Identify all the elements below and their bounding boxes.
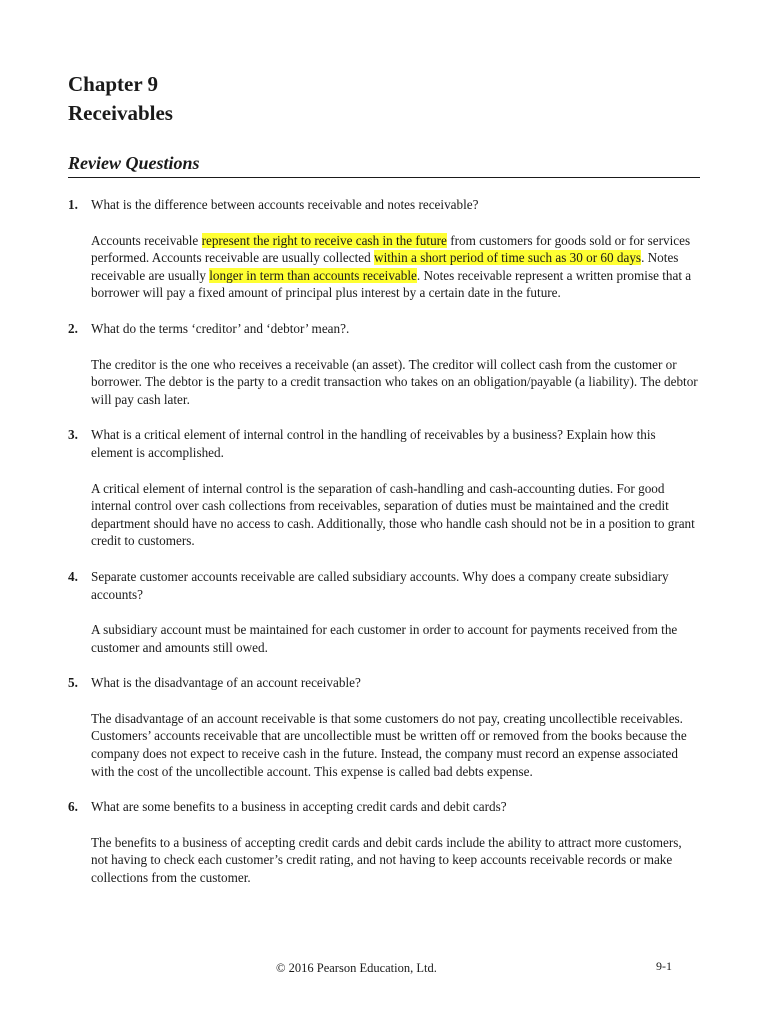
answer-segment: The creditor is the one who receives a receivable (an asset). The creditor will collect cash from the customer or borrower. The debtor is the party to a credit transaction who takes on an obligation/payable (a liability). The debtor will pay cash later. [91, 356, 698, 407]
answer-segment: The disadvantage of an account receivable is that some customers do not pay, creating uncollectible receivables. Customers’ accounts receivable that are uncollectible must be written off or removed from the books because the company does not expect to receive cash in the future. Instead, the company must record an expense associated with the cost of the uncollectible account. This expense is called bad debts expense. [91, 710, 687, 779]
qa-item-2 [68, 320, 698, 408]
question-text: What is a critical element of internal control in the handling of receivables by a business? Explain how this element is accomplished. [91, 427, 656, 460]
question-text: What is the difference between accounts receivable and notes receivable? [91, 197, 479, 212]
answer-segment: . Notes receivable are usually [91, 250, 679, 283]
answer-segment: The benefits to a business of accepting credit cards and debit cards include the ability to attract more customers, not having to check each customer’s credit rating, and not having to keep accounts receivable records or make collections from the customer. [91, 834, 682, 886]
chapter-name: Receivables [68, 101, 173, 125]
page-number: 9-1 [656, 959, 672, 973]
answer-text [91, 356, 698, 409]
answer-text [91, 621, 698, 656]
answer-segment: from customers for goods sold or for services performed. Accounts receivable are usually collected [91, 232, 691, 266]
question-text: What do the terms ‘creditor’ and ‘debtor’ mean?. [91, 320, 350, 336]
question-text: Separate customer accounts receivable are called subsidiary accounts. Why does a company create subsidiary accounts? [91, 568, 669, 602]
question-number: 6. [68, 799, 78, 815]
answer-text [91, 710, 698, 780]
qa-item-3 [68, 426, 698, 550]
qa-item-6 [68, 798, 698, 886]
question-number: 3. [68, 427, 78, 443]
answer-text [91, 232, 698, 302]
qa-item-1 [68, 196, 698, 302]
review-questions-list [68, 196, 698, 905]
chapter-title [68, 70, 173, 128]
section-heading: Review Questions [68, 152, 700, 178]
question-number: 5. [68, 675, 78, 691]
answer-segment: A critical element of internal control is the separation of cash-handling and cash-accounting duties. For good internal control over cash collections from receivables, separation of duties must be maintained and the credit department should have no access to cash. Additionally, those who handle cash should not be in a position to grant credit to customers. [91, 480, 695, 549]
answer-segment: A subsidiary account must be maintained for each customer in order to account for payments received from the customer and amounts still owed. [91, 622, 678, 655]
copyright-notice: © 2016 Pearson Education, Ltd. [276, 961, 437, 975]
answer-segment: . Notes receivable represent a written promise that a borrower will pay a fixed amount of principal plus interest by a certain date in the future. [91, 267, 692, 301]
question-text: What is the disadvantage of an account receivable? [91, 675, 361, 691]
qa-item-4 [68, 568, 698, 656]
chapter-number: Chapter 9 [68, 72, 159, 96]
answer-segment: Accounts receivable [91, 232, 202, 248]
answer-text [91, 834, 698, 887]
highlighted-text: within a short period of time such as 30 or 60 days [374, 250, 642, 266]
highlighted-text: represent the right to receive cash in the future [201, 232, 447, 248]
qa-item-5 [68, 674, 698, 780]
highlighted-text: longer in term than accounts receivable [209, 267, 417, 283]
answer-text [91, 480, 698, 550]
question-number: 2. [68, 320, 78, 336]
question-number: 1. [68, 197, 78, 212]
question-text: What are some benefits to a business in accepting credit cards and debit cards? [91, 799, 507, 815]
question-number: 4. [68, 568, 78, 584]
